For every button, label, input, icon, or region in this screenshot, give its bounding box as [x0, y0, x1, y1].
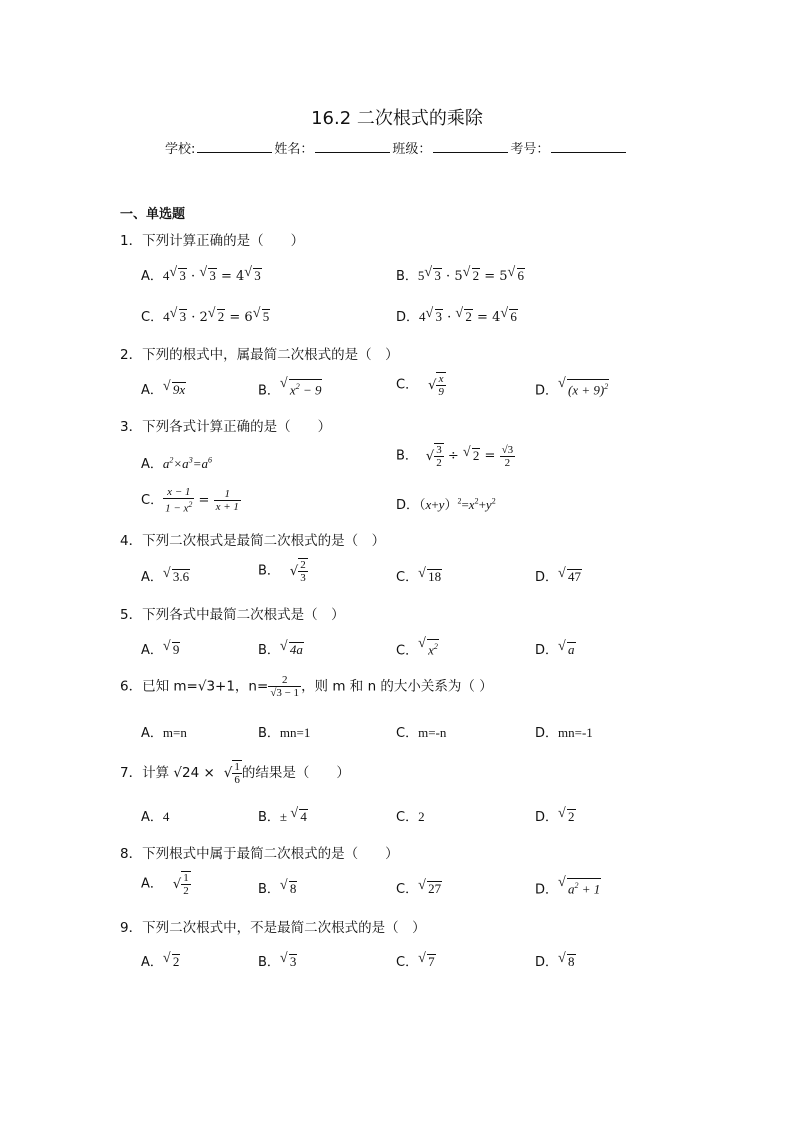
question-6-option-c[interactable]: C．m=-n [396, 725, 447, 741]
question-2-option-d[interactable]: D．√ $(x + 9)^2$ [535, 379, 609, 398]
question-7-fraction: $\frac{1}{6}$ [234, 761, 240, 786]
question-8-option-d[interactable]: D．√ $a^2 + 1$ [535, 878, 601, 897]
number-label: 考号： [510, 142, 550, 157]
question-5-option-c[interactable]: C．√ $x^2$ [396, 639, 439, 658]
question-9-stem: 9．下列二次根式中，不是最简二次根式的是（ ） [120, 920, 426, 936]
question-6-option-a[interactable]: A．m=n [141, 725, 187, 741]
question-1-option-c[interactable]: C．4√ 3 · 2√ 2 = 6√ 5 [141, 306, 270, 325]
question-4-stem: 4．下列二次根式是最简二次根式的是（ ） [120, 533, 386, 549]
question-2-stem: 2．下列的根式中，属最简二次根式的是（ ） [120, 347, 399, 363]
question-3-option-a[interactable]: A．$a^2\times a^3=a^6$ [141, 455, 212, 472]
question-7-option-c[interactable]: C．2 [396, 809, 425, 825]
question-4-option-d[interactable]: D．√ 47 [535, 566, 582, 585]
school-label: 学校: [165, 142, 196, 157]
question-7-option-b[interactable]: B．± √ 4 [258, 806, 308, 825]
page-title: 16.2 二次根式的乘除 [311, 108, 483, 129]
question-7-stem: 7．计算 √24 × √ $\frac{1}{6}$ 的结果是（ ） [120, 761, 350, 786]
number-blank[interactable] [551, 140, 626, 153]
question-6-fraction: $\frac{2}{√3 - 1}$ [270, 674, 300, 699]
question-9-option-d[interactable]: D．√ 8 [535, 951, 576, 970]
question-1-stem: 1．下列计算正确的是（ ） [120, 233, 305, 249]
question-6-option-d[interactable]: D．mn=-1 [535, 725, 593, 741]
question-6-stem-start: 6．已知 m=√3+1，n= [120, 678, 269, 695]
question-9-option-c[interactable]: C．√ 7 [396, 951, 436, 970]
question-7-option-d[interactable]: D．√ 2 [535, 806, 576, 825]
question-3-option-c[interactable]: C． $\frac{x - 1}{1 - x^2}$ = $\frac{1}{x + 1}$ [141, 486, 239, 515]
question-8-option-b[interactable]: B．√ 8 [258, 878, 297, 897]
question-5-option-b[interactable]: B．√ 4a [258, 639, 304, 658]
question-4-option-c[interactable]: C．√ 18 [396, 566, 442, 585]
question-2-option-a[interactable]: A．√ 9x [141, 379, 186, 398]
section-heading: 一、单选题 [120, 207, 186, 222]
question-6-option-b[interactable]: B．mn=1 [258, 725, 311, 741]
name-blank[interactable] [315, 140, 390, 153]
student-info-line [165, 138, 628, 157]
question-9-option-a[interactable]: A．√ 2 [141, 951, 180, 970]
name-label: 姓名： [274, 142, 314, 157]
question-4-option-a[interactable]: A．√ 3.6 [141, 566, 190, 585]
question-5-option-d[interactable]: D．√ a [535, 639, 576, 658]
question-1-option-b[interactable]: B．5√ 3 · 5√ 2 = 5√ 6 [396, 265, 525, 284]
question-2-option-b[interactable]: B．√ $x^2 - 9$ [258, 379, 322, 398]
question-3-option-b[interactable]: B． √ $\frac{3}{2}$ ÷ √ 2 = $\frac{√3}{2}$ [396, 443, 515, 469]
question-7-stem-end: 的结果是（ ） [241, 765, 350, 781]
question-1-option-d[interactable]: D．4√ 3 · √ 2 = 4√ 6 [396, 306, 518, 325]
school-blank[interactable] [197, 140, 272, 153]
question-7-option-a[interactable]: A．4 [141, 809, 170, 825]
question-8-stem: 8．下列根式中属于最简二次根式的是（ ） [120, 846, 399, 862]
question-5-stem: 5．下列各式中最简二次根式是（ ） [120, 607, 345, 623]
class-blank[interactable] [433, 140, 508, 153]
question-2-option-c[interactable]: C． √ $\frac{x}{9}$ [396, 373, 444, 398]
question-3-option-d[interactable]: D．$(x+y)^2=x^2+y^2$ [396, 496, 496, 513]
question-3-stem: 3．下列各式计算正确的是（ ） [120, 419, 332, 435]
question-5-option-a[interactable]: A．√ 9 [141, 639, 180, 658]
question-6-stem [120, 674, 493, 699]
question-6-stem-end: ，则 m 和 n 的大小关系为（ ） [301, 678, 493, 695]
question-8-option-a[interactable]: A． √ $\frac{1}{2}$ [141, 872, 189, 897]
question-4-option-b[interactable]: B． √ $\frac{2}{3}$ [258, 559, 306, 584]
class-label: 班级： [392, 142, 432, 157]
question-9-option-b[interactable]: B．√ 3 [258, 951, 297, 970]
question-1-option-a[interactable]: A．4√ 3 · √ 3 = 4√ 3 [141, 265, 262, 284]
question-8-option-c[interactable]: C．√ 27 [396, 878, 442, 897]
question-7-stem-start: 7．计算 √24 × [120, 765, 215, 781]
